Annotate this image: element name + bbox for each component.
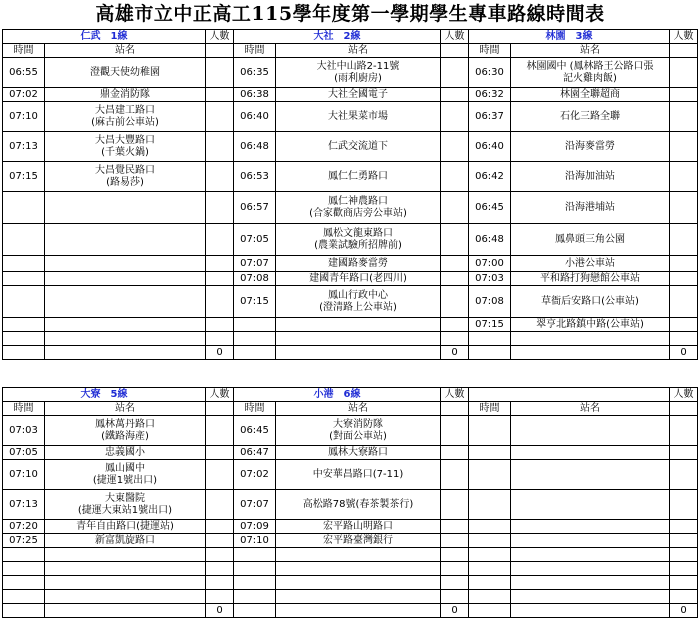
stop-time: 06:37 xyxy=(469,102,511,132)
route-table xyxy=(2,387,234,618)
stop-time: 06:48 xyxy=(469,224,511,256)
stop-name: 鼎金消防隊 xyxy=(45,88,206,102)
route-block-4 xyxy=(2,387,234,618)
route-name: 林園 3線 xyxy=(469,30,670,44)
route-table xyxy=(468,29,698,360)
route-name: 大社 2線 xyxy=(234,30,441,44)
stop-name: 鳳山行政中心 (澄清路上公車站) xyxy=(276,286,441,318)
stop-time: 07:08 xyxy=(234,272,276,286)
stop-time: 07:10 xyxy=(234,534,276,548)
count-header: 人數 xyxy=(670,30,698,44)
stop-time: 07:02 xyxy=(3,88,45,102)
count-header: 人數 xyxy=(441,30,469,44)
stop-time: 07:15 xyxy=(469,318,511,332)
stop-header: 站名 xyxy=(511,402,670,416)
stop-name: 大昌覺民路口 (路易莎) xyxy=(45,162,206,192)
stop-name: 中安華昌路口(7-11) xyxy=(276,460,441,490)
page-title: 高雄市立中正高工115學年度第一學期學生專車路線時間表 xyxy=(95,3,605,25)
stop-time: 06:45 xyxy=(234,416,276,446)
stop-name: 忠義國小 xyxy=(45,446,206,460)
stop-time: 06:40 xyxy=(469,132,511,162)
stop-time: 07:13 xyxy=(3,490,45,520)
count-header: 人數 xyxy=(670,388,698,402)
stop-time: 07:07 xyxy=(234,256,276,272)
stop-time: 06:32 xyxy=(469,88,511,102)
passenger-count: 0 xyxy=(670,604,698,618)
stop-name: 仁武交流道下 xyxy=(276,132,441,162)
stop-time: 06:47 xyxy=(234,446,276,460)
stop-time: 07:15 xyxy=(3,162,45,192)
stop-name: 沿海麥當勞 xyxy=(511,132,670,162)
stop-name: 林園全聯超商 xyxy=(511,88,670,102)
stop-name: 鳳山國中 (捷運1號出口) xyxy=(45,460,206,490)
stop-name: 林園國中 (鳳林路王公路口張 記火雞肉飯) xyxy=(511,58,670,88)
time-header: 時間 xyxy=(469,402,511,416)
stop-time: 07:10 xyxy=(3,460,45,490)
stop-time: 06:45 xyxy=(469,192,511,224)
route-block-6 xyxy=(468,387,698,618)
stop-name: 大昌大豐路口 (千葉火鍋) xyxy=(45,132,206,162)
stop-time: 06:42 xyxy=(469,162,511,192)
time-header: 時間 xyxy=(469,44,511,58)
count-header: 人數 xyxy=(441,388,469,402)
stop-header: 站名 xyxy=(45,44,206,58)
route-table xyxy=(2,29,234,360)
stop-time: 07:07 xyxy=(234,490,276,520)
route-name: 仁武 1線 xyxy=(3,30,206,44)
stop-name: 建國青年路口(老四川) xyxy=(276,272,441,286)
time-header: 時間 xyxy=(234,402,276,416)
stop-time: 07:10 xyxy=(3,102,45,132)
passenger-count: 0 xyxy=(206,346,234,360)
stop-time: 07:15 xyxy=(234,286,276,318)
stop-time: 07:05 xyxy=(234,224,276,256)
stop-header: 站名 xyxy=(276,44,441,58)
route-table xyxy=(233,29,469,360)
time-header: 時間 xyxy=(3,44,45,58)
time-header: 時間 xyxy=(3,402,45,416)
stop-name: 鳳林萬丹路口 (鐵路海產) xyxy=(45,416,206,446)
route-name: 小港 6線 xyxy=(234,388,441,402)
stop-name: 草衙后安路口(公車站) xyxy=(511,286,670,318)
stop-time: 07:03 xyxy=(469,272,511,286)
stop-name: 大寮消防隊 (對面公車站) xyxy=(276,416,441,446)
passenger-count: 0 xyxy=(206,604,234,618)
stop-name: 鳳鼻頭三角公園 xyxy=(511,224,670,256)
stop-header: 站名 xyxy=(45,402,206,416)
passenger-count: 0 xyxy=(441,604,469,618)
stop-name: 沿海加油站 xyxy=(511,162,670,192)
stop-time: 07:13 xyxy=(3,132,45,162)
stop-name: 大東醫院 (捷運大東站1號出口) xyxy=(45,490,206,520)
stop-time: 06:38 xyxy=(234,88,276,102)
route-name xyxy=(469,388,670,402)
stop-name: 大昌建工路口 (麻古前公車站) xyxy=(45,102,206,132)
route-table xyxy=(233,387,469,618)
stop-name: 大社果菜市場 xyxy=(276,102,441,132)
stop-name: 建國路麥當勞 xyxy=(276,256,441,272)
route-block-1 xyxy=(2,29,234,360)
passenger-count: 0 xyxy=(441,346,469,360)
stop-name: 澄觀天使幼稚園 xyxy=(45,58,206,88)
stop-name: 高松路78號(春茶製茶行) xyxy=(276,490,441,520)
stop-time: 07:02 xyxy=(234,460,276,490)
stop-time: 07:09 xyxy=(234,520,276,534)
count-header: 人數 xyxy=(206,30,234,44)
stop-name: 鳳仁仁勇路口 xyxy=(276,162,441,192)
route-block-2 xyxy=(233,29,469,360)
stop-time: 07:20 xyxy=(3,520,45,534)
stop-time: 06:53 xyxy=(234,162,276,192)
stop-time: 07:05 xyxy=(3,446,45,460)
route-name: 大寮 5線 xyxy=(3,388,206,402)
stop-time: 07:08 xyxy=(469,286,511,318)
stop-name: 小港公車站 xyxy=(511,256,670,272)
stop-name: 大社中山路2-11號 (雨利廚房) xyxy=(276,58,441,88)
stop-time: 06:40 xyxy=(234,102,276,132)
stop-name: 翠亨北路鎮中路(公車站) xyxy=(511,318,670,332)
stop-time: 07:25 xyxy=(3,534,45,548)
stop-header: 站名 xyxy=(276,402,441,416)
stop-name: 新富凱旋路口 xyxy=(45,534,206,548)
stop-time: 07:03 xyxy=(3,416,45,446)
stop-name: 鳳松文龍東路口 (農業試驗所招牌前) xyxy=(276,224,441,256)
stop-time: 07:00 xyxy=(469,256,511,272)
stop-name: 青年自由路口(捷運站) xyxy=(45,520,206,534)
stop-time: 06:35 xyxy=(234,58,276,88)
stop-time: 06:57 xyxy=(234,192,276,224)
stop-header: 站名 xyxy=(511,44,670,58)
stop-time: 06:55 xyxy=(3,58,45,88)
stop-name: 宏平路臺灣銀行 xyxy=(276,534,441,548)
passenger-count: 0 xyxy=(670,346,698,360)
route-table xyxy=(468,387,698,618)
time-header: 時間 xyxy=(234,44,276,58)
route-block-3 xyxy=(468,29,698,360)
stop-name: 沿海港埔站 xyxy=(511,192,670,224)
stop-name: 大社全國電子 xyxy=(276,88,441,102)
stop-time: 06:30 xyxy=(469,58,511,88)
stop-name: 宏平路山明路口 xyxy=(276,520,441,534)
stop-name: 石化三路全聯 xyxy=(511,102,670,132)
stop-name: 鳳仁神農路口 (合家歡商店旁公車站) xyxy=(276,192,441,224)
stop-name: 鳳林大寮路口 xyxy=(276,446,441,460)
stop-time: 06:48 xyxy=(234,132,276,162)
count-header: 人數 xyxy=(206,388,234,402)
stop-name: 平和路打狗戀館公車站 xyxy=(511,272,670,286)
route-block-5 xyxy=(233,387,469,618)
